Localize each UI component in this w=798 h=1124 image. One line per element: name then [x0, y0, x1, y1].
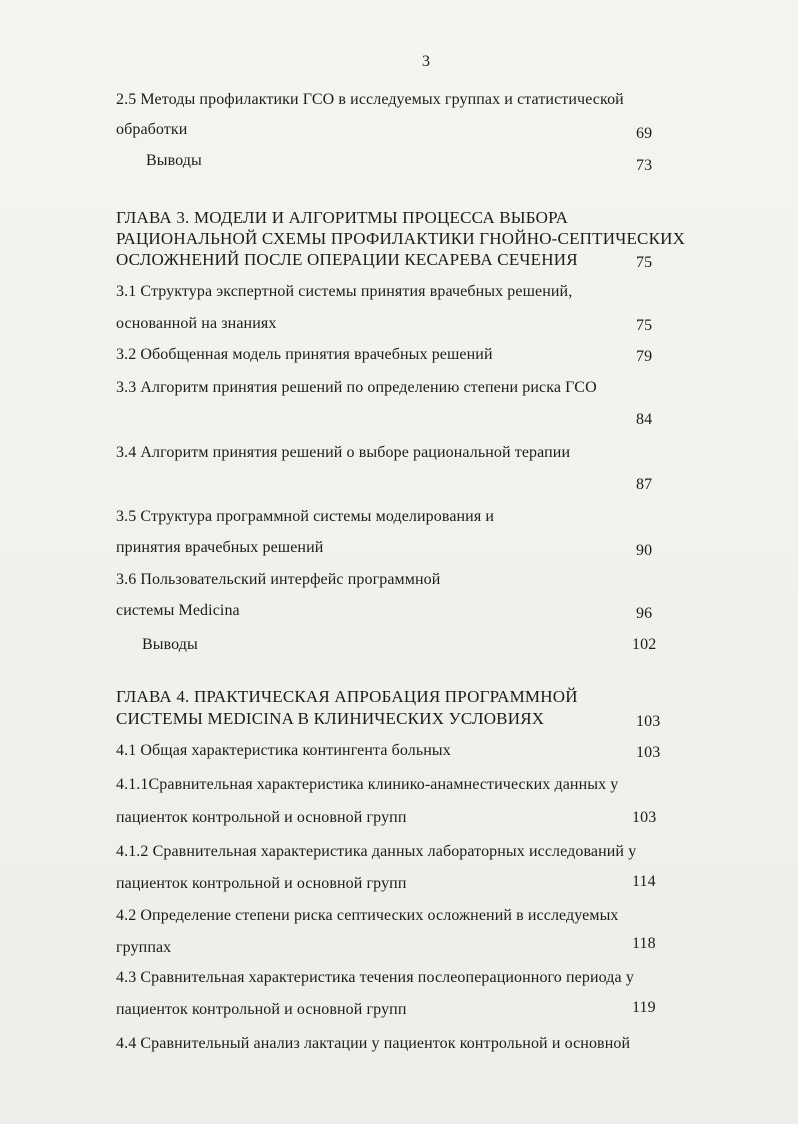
toc-entry-3-6-line2: системы Medicina — [116, 602, 240, 619]
toc-entry-3-5-page: 90 — [636, 542, 653, 559]
chapter-3-heading-line2: РАЦИОНАЛЬНОЙ СХЕМЫ ПРОФИЛАКТИКИ ГНОЙНО-СЕПТИЧЕСКИХ — [116, 229, 686, 248]
chapter-3-heading-line1: ГЛАВА 3. МОДЕЛИ И АЛГОРИТМЫ ПРОЦЕССА ВЫБОРА — [116, 208, 569, 227]
toc-entry-ch2-conclusions-page: 73 — [636, 157, 653, 174]
toc-entry-4-1-2-line2: пациенток контрольной и основной групп — [116, 875, 407, 892]
page-number: 3 — [422, 53, 431, 70]
toc-entry-ch3-conclusions: Выводы — [142, 636, 198, 653]
chapter-4-page: 103 — [636, 713, 661, 730]
toc-entry-4-3-line2: пациенток контрольной и основной групп — [116, 1001, 407, 1018]
chapter-4-heading-line1: ГЛАВА 4. ПРАКТИЧЕСКАЯ АПРОБАЦИЯ ПРОГРАММНОЙ — [116, 687, 578, 706]
toc-entry-4-2-page: 118 — [632, 935, 656, 952]
toc-entry-3-1-line2: основанной на знаниях — [116, 315, 277, 332]
toc-entry-3-4-page: 87 — [636, 476, 653, 493]
toc-entry-3-1-page: 75 — [636, 317, 653, 334]
toc-entry-4-1: 4.1 Общая характеристика контингента больных — [116, 742, 451, 759]
toc-entry-3-2-page: 79 — [636, 348, 653, 365]
toc-entry-4-1-1-page: 103 — [632, 809, 657, 826]
toc-entry-3-3: 3.3 Алгоритм принятия решений по определению степени риска ГСО — [116, 379, 597, 396]
toc-entry-3-6-line1: 3.6 Пользовательский интерфейс программной — [116, 571, 441, 588]
chapter-4-heading-line2: СИСТЕМЫ MEDICINA В КЛИНИЧЕСКИХ УСЛОВИЯХ — [116, 709, 545, 728]
toc-entry-4-1-page: 103 — [636, 744, 661, 761]
toc-entry-3-5-line1: 3.5 Структура программной системы моделирования и — [116, 508, 495, 525]
toc-entry-2-5-line1: 2.5 Методы профилактики ГСО в исследуемых группах и статистической — [116, 91, 624, 108]
toc-entry-4-3-line1: 4.3 Сравнительная характеристика течения послеоперационного периода у — [116, 969, 634, 986]
toc-entry-3-4: 3.4 Алгоритм принятия решений о выборе рациональной терапии — [116, 444, 571, 461]
toc-entry-3-5-line2: принятия врачебных решений — [116, 539, 324, 556]
chapter-3-page: 75 — [636, 254, 653, 271]
toc-entry-4-3-page: 119 — [632, 999, 656, 1016]
toc-entry-4-1-1-line2: пациенток контрольной и основной групп — [116, 809, 407, 826]
toc-entry-4-2-line1: 4.2 Определение степени риска септических осложнений в исследуемых — [116, 907, 619, 924]
toc-entry-4-1-2-page: 114 — [632, 873, 656, 890]
toc-entry-4-1-2-line1: 4.1.2 Сравнительная характеристика данных лабораторных исследований у — [116, 843, 637, 860]
toc-entry-4-2-line2: группах — [116, 939, 172, 956]
toc-entry-3-3-page: 84 — [636, 411, 653, 428]
toc-entry-2-5-line2: обработки — [116, 121, 188, 138]
toc-entry-ch3-conclusions-page: 102 — [632, 636, 657, 653]
toc-entry-3-6-page: 96 — [636, 605, 653, 622]
toc-entry-3-1-line1: 3.1 Структура экспертной системы принятия врачебных решений, — [116, 283, 573, 300]
toc-entry-4-1-1-line1: 4.1.1Сравнительная характеристика клинико-анамнестических данных у — [116, 776, 619, 793]
toc-entry-3-2: 3.2 Обобщенная модель принятия врачебных решений — [116, 346, 493, 363]
chapter-3-heading-line3: ОСЛОЖНЕНИЙ ПОСЛЕ ОПЕРАЦИИ КЕСАРЕВА СЕЧЕНИЯ — [116, 250, 578, 269]
toc-entry-4-4-line1: 4.4 Сравнительный анализ лактации у пациенток контрольной и основной — [116, 1035, 631, 1052]
toc-entry-ch2-conclusions: Выводы — [146, 152, 202, 169]
toc-entry-2-5-page: 69 — [636, 125, 653, 142]
